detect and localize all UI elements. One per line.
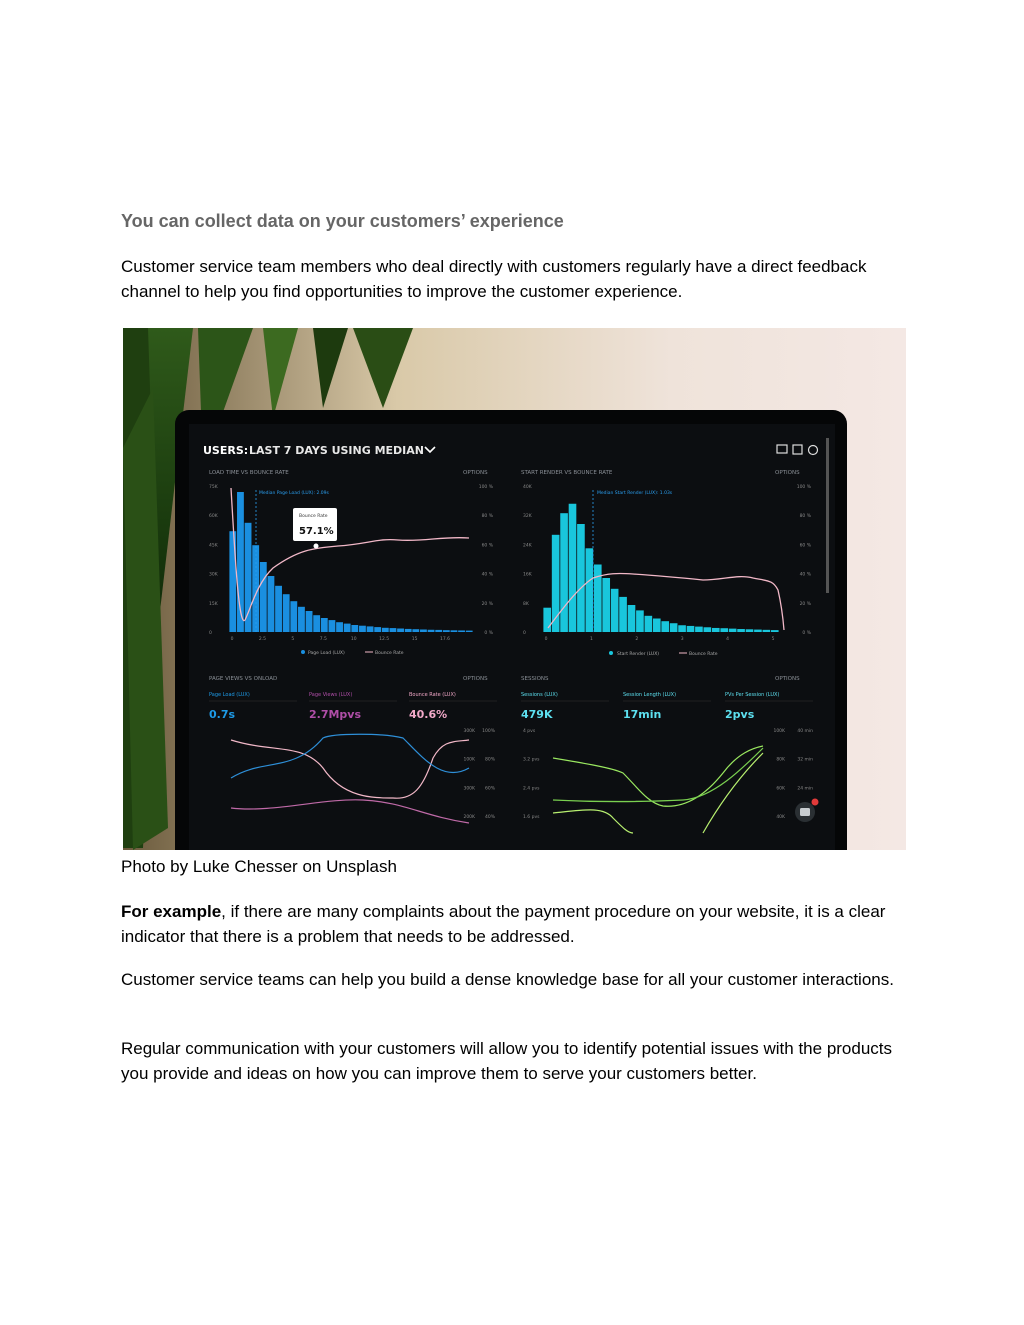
panel-options: OPTIONS (463, 676, 488, 682)
tooltip-value: 57.1% (299, 526, 334, 537)
stat-value: 479K (521, 708, 553, 721)
stat-value: 0.7s (209, 708, 236, 721)
panel-title: PAGE VIEWS VS ONLOAD (209, 676, 278, 682)
bar (374, 627, 381, 632)
axis-tick-label: 0 (544, 637, 548, 642)
bar (260, 562, 267, 632)
axis-tick-label: 100 % (478, 485, 493, 490)
axis-tick-label: 80K (776, 757, 785, 763)
bar (390, 628, 397, 632)
bar (763, 630, 771, 632)
bar (290, 601, 297, 632)
dashboard-photo-svg (123, 328, 906, 850)
bar (351, 625, 358, 632)
bar (275, 586, 282, 632)
bar (321, 618, 328, 632)
bar (695, 627, 703, 632)
axis-tick-label: 32K (523, 514, 532, 520)
bar (754, 630, 762, 632)
axis-tick-label: 3.2 pvs (523, 757, 540, 763)
axis-tick-label: 24 min (797, 786, 813, 792)
stat-label: PVs Per Session (LUX) (725, 692, 780, 698)
axis-tick-label: 17.6 (439, 637, 451, 642)
axis-tick-label: 8K (523, 601, 529, 607)
axis-tick-label: 2.5 (258, 637, 267, 642)
stat-label: Bounce Rate (LUX) (409, 692, 456, 698)
legend-a: Page Load (LUX) (308, 651, 345, 656)
legend-dot (609, 651, 613, 655)
axis-tick-label: 20 % (799, 601, 811, 607)
bar (687, 626, 695, 632)
axis-tick-label: 40 min (797, 729, 813, 734)
stat-label: Page Views (LUX) (309, 692, 353, 698)
bar (329, 620, 336, 632)
bar (720, 628, 728, 632)
axis-tick-label: 300K (463, 786, 475, 792)
axis-tick-label: 45K (209, 543, 218, 549)
bar (382, 628, 389, 632)
bar (729, 629, 737, 632)
bar (428, 630, 435, 632)
bar (636, 610, 644, 632)
section-heading: You can collect data on your customers’ experience (121, 211, 564, 231)
axis-tick-label: 100% (482, 729, 495, 734)
bar (577, 524, 585, 632)
legend-dot (301, 650, 305, 654)
axis-tick-label: 0 (523, 631, 526, 636)
axis-tick-label: 0 (209, 631, 212, 636)
axis-tick-label: 1.6 pvs (523, 815, 540, 820)
bar (543, 608, 551, 632)
stat-label: Sessions (LUX) (521, 692, 558, 698)
photo-caption: Photo by Luke Chesser on Unsplash (121, 857, 397, 876)
panel-title: LOAD TIME VS BOUNCE RATE (209, 470, 289, 476)
legend-a: Start Render (LUX) (617, 652, 660, 657)
scrollbar (826, 438, 829, 593)
bar (619, 597, 627, 632)
axis-tick-label: 40% (484, 815, 495, 820)
bar (746, 629, 754, 632)
axis-tick-label: 80 % (799, 514, 811, 520)
axis-tick-label: 0 (230, 637, 234, 642)
axis-tick-label: 200K (463, 815, 475, 820)
bar (712, 628, 720, 632)
axis-tick-label: 2 (635, 637, 639, 642)
axis-tick-label: 80 % (481, 514, 493, 520)
bar (435, 630, 442, 632)
panel-title: START RENDER VS BOUNCE RATE (521, 470, 613, 476)
bar (678, 625, 686, 632)
chat-bubble-icon (800, 808, 810, 816)
axis-tick-label: 0 % (802, 631, 811, 636)
bar (458, 630, 465, 632)
axis-tick-label: 40 % (799, 572, 811, 578)
axis-tick-label: 60 % (481, 543, 493, 549)
axis-tick-label: 80% (484, 757, 495, 763)
dashboard-title: LAST 7 DAYS USING MEDIAN (249, 444, 424, 457)
bar (661, 621, 669, 632)
axis-tick-label: 16K (523, 572, 532, 578)
bar (229, 531, 236, 632)
communication-paragraph: Regular communication with your customers will allow you to identify potential issues with the products you provide and ideas on how you can improve them to serve your customers better. (121, 1039, 893, 1083)
legend-b: Bounce Rate (375, 651, 404, 656)
bar (397, 629, 404, 633)
panel-options: OPTIONS (463, 470, 488, 476)
bar (602, 578, 610, 632)
bar (611, 589, 619, 632)
bar (412, 629, 419, 632)
bar (645, 616, 653, 632)
bar (443, 630, 450, 632)
bar (306, 611, 313, 632)
bar (466, 631, 473, 632)
axis-tick-label: 40 % (481, 572, 493, 578)
panel-options: OPTIONS (775, 676, 800, 682)
axis-tick-label: 12.5 (379, 637, 390, 642)
stat-value: 17min (623, 708, 662, 721)
bar (704, 627, 712, 632)
axis-tick-label: 5 (291, 637, 295, 642)
tooltip-label: Bounce Rate (299, 514, 328, 519)
axis-tick-label: 20 % (481, 601, 493, 607)
stat-value: 2pvs (725, 708, 755, 721)
axis-tick-label: 2.4 pvs (523, 786, 540, 792)
bar (771, 630, 779, 632)
axis-tick-label: 40K (523, 485, 532, 490)
knowledge-paragraph: Customer service teams can help you build a dense knowledge base for all your customer interactions. (121, 970, 894, 989)
axis-tick-label: 1 (589, 637, 593, 642)
bar (245, 523, 252, 632)
dashboard-photo (123, 328, 906, 850)
median-label: Median Start Render (LUX): 1.03s (597, 491, 673, 496)
axis-tick-label: 32 min (797, 757, 813, 763)
stat-label: Page Load (LUX) (209, 692, 250, 698)
bar (653, 619, 661, 633)
axis-tick-label: 75K (209, 485, 218, 490)
bar (367, 626, 374, 632)
example-rest: , if there are many complaints about the payment procedure on your website, it is a clear indicator that there is a problem that needs to be addressed. (121, 902, 886, 946)
axis-tick-label: 30K (209, 572, 218, 578)
bar (405, 629, 412, 632)
axis-tick-label: 3 (680, 637, 684, 642)
bar (298, 607, 305, 632)
bar (359, 626, 366, 632)
bar (313, 615, 320, 632)
axis-tick-label: 60% (484, 786, 495, 792)
axis-tick-label: 60 % (799, 543, 811, 549)
bar (451, 630, 458, 632)
bar (420, 629, 427, 632)
bar (670, 623, 678, 632)
axis-tick-label: 7.5 (319, 637, 327, 642)
stat-label: Session Length (LUX) (623, 692, 677, 698)
panel-title: SESSIONS (521, 676, 549, 682)
bar (594, 565, 602, 633)
axis-tick-label: 15 (411, 637, 418, 642)
example-lead: For example (121, 902, 222, 921)
legend-b: Bounce Rate (689, 652, 718, 657)
axis-tick-label: 0 % (484, 631, 493, 636)
axis-tick-label: 300K (463, 729, 475, 734)
axis-tick-label: 10 (350, 637, 357, 642)
bar (336, 622, 343, 632)
axis-tick-label: 15K (209, 601, 218, 607)
axis-tick-label: 100K (463, 757, 475, 763)
stat-value: 2.7Mpvs (309, 708, 362, 721)
dashboard-title-prefix: USERS: (203, 444, 249, 457)
axis-tick-label: 100 % (796, 485, 811, 490)
tooltip-point (314, 544, 319, 549)
axis-tick-label: 60K (209, 514, 218, 520)
bar (586, 548, 594, 632)
stat-value: 40.6% (409, 708, 448, 721)
axis-tick-label: 4 (726, 637, 730, 642)
bar (283, 594, 290, 632)
intro-paragraph: Customer service team members who deal directly with customers regularly have a direct feedback channel to help you find opportunities to improve the customer experience. (121, 257, 867, 301)
axis-tick-label: 60K (776, 786, 785, 792)
axis-tick-label: 5 (771, 637, 775, 642)
axis-tick-label: 4 pvs (523, 729, 536, 734)
bar (560, 513, 568, 632)
axis-tick-label: 24K (523, 543, 532, 549)
example-paragraph (121, 900, 911, 949)
median-label: Median Page Load (LUX): 2.09s (259, 491, 329, 496)
bar (344, 624, 351, 632)
bar (569, 504, 577, 632)
panel-options: OPTIONS (775, 470, 800, 476)
bar (737, 629, 745, 632)
bar (628, 605, 636, 632)
axis-tick-label: 40K (776, 815, 785, 820)
notification-badge (812, 799, 819, 806)
axis-tick-label: 100K (773, 729, 785, 734)
monitor-screen (189, 424, 835, 850)
bar (268, 576, 275, 632)
